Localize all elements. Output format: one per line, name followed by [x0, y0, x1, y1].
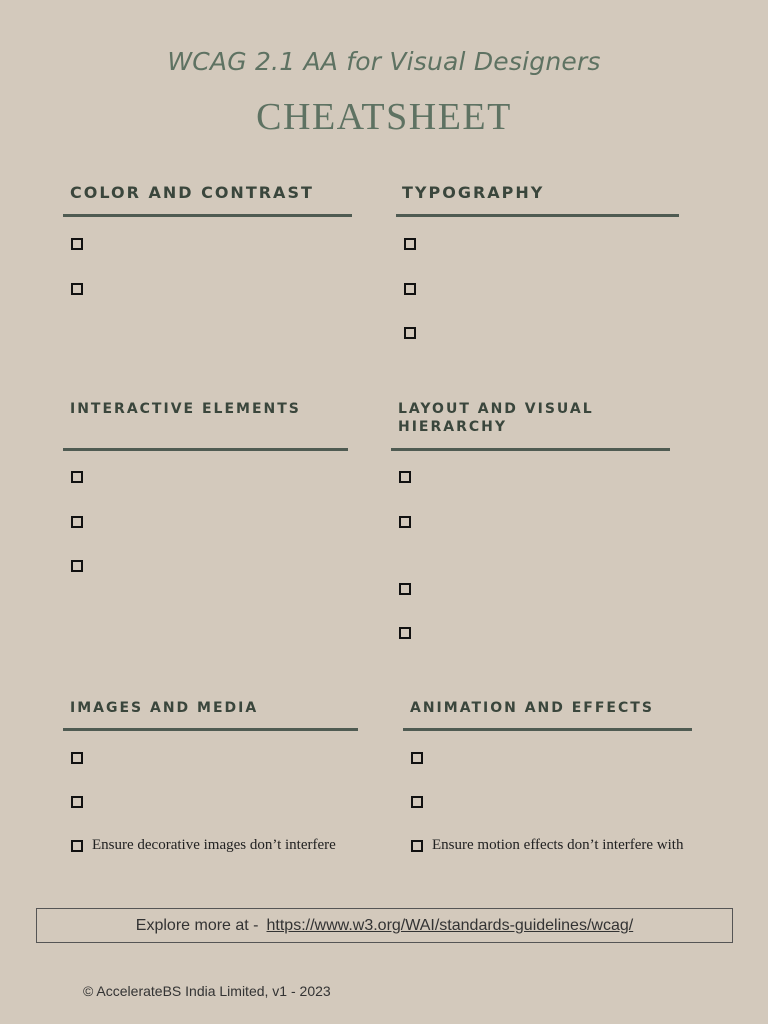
section-heading: TYPOGRAPHY [402, 183, 545, 202]
checkbox[interactable] [404, 283, 416, 295]
section-divider [63, 728, 358, 731]
checkbox[interactable] [71, 516, 83, 528]
subtitle: WCAG 2.1 AA for Visual Designers [167, 47, 601, 76]
section-heading: IMAGES AND MEDIA [70, 700, 259, 716]
checklist-item-text: Ensure motion effects don’t interfere with [432, 837, 684, 853]
section-heading-line1: LAYOUT AND VISUAL [398, 401, 594, 417]
checkbox[interactable] [399, 516, 411, 528]
explore-more-label: Explore more at - [135, 916, 259, 934]
page-title: CHEATSHEET [256, 96, 512, 138]
checkbox[interactable] [404, 238, 416, 250]
copyright: © AccelerateBS India Limited, v1 - 2023 [83, 983, 331, 999]
section-heading: INTERACTIVE ELEMENTS [70, 401, 301, 417]
checkbox[interactable] [71, 283, 83, 295]
checkbox[interactable] [71, 238, 83, 250]
checkbox[interactable] [71, 796, 83, 808]
checkbox[interactable] [411, 752, 423, 764]
checkbox[interactable] [71, 752, 83, 764]
wcag-link[interactable]: https://www.w3.org/WAI/standards-guidelines/wcag/ [266, 916, 634, 934]
checklist-item-text: Ensure decorative images don’t interfere [92, 837, 336, 853]
checkbox[interactable] [71, 471, 83, 483]
checkbox[interactable] [399, 627, 411, 639]
section-divider [403, 728, 692, 731]
section-divider [391, 448, 670, 451]
section-heading-line2: HIERARCHY [398, 419, 508, 435]
section-heading: ANIMATION AND EFFECTS [410, 700, 654, 716]
section-heading: COLOR AND CONTRAST [70, 183, 314, 202]
section-divider [63, 214, 352, 217]
checkbox[interactable] [399, 471, 411, 483]
checkbox[interactable] [71, 840, 83, 852]
checkbox[interactable] [404, 327, 416, 339]
checkbox[interactable] [399, 583, 411, 595]
checkbox[interactable] [411, 796, 423, 808]
checkbox[interactable] [411, 840, 423, 852]
section-divider [63, 448, 348, 451]
checkbox[interactable] [71, 560, 83, 572]
explore-more-box [36, 908, 733, 943]
section-divider [396, 214, 679, 217]
